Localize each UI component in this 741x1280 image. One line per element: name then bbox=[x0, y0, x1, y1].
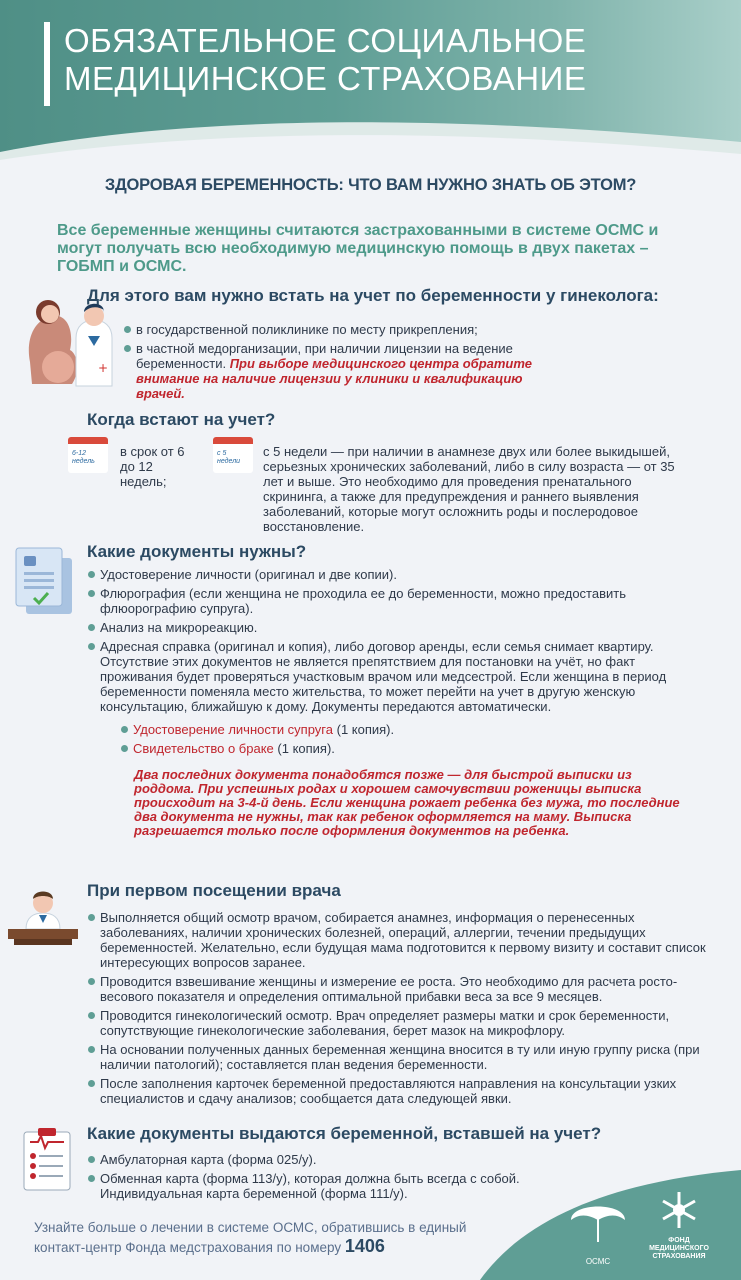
list-item: После заполнения карточек беременной предоставляются направления на консультации узких специалистов и сдачу анализов; сообщается дата следующей явки. bbox=[88, 1076, 718, 1106]
list-item: Обменная карта (форма 113/у), которая должна быть всегда с собой. Индивидуальная карта беременной (форма 111/у). bbox=[88, 1171, 548, 1201]
list-item: Амбулаторная карта (форма 025/у). bbox=[88, 1152, 548, 1167]
when-text-1: в срок от 6 до 12 недель; bbox=[120, 444, 185, 489]
calendar-icon: 6-12 недель bbox=[68, 437, 108, 473]
header-wave bbox=[0, 112, 741, 172]
list-item: Проводится гинекологический осмотр. Врач определяет размеры матки и срок беременности, сопутствующие гинекологические заболевания, берет мазок на микрофлору. bbox=[88, 1008, 718, 1038]
snowflake-icon bbox=[659, 1190, 699, 1230]
intro-text: Все беременные женщины считаются застрахованными в системе ОСМС и могут получать всю необходимую медицинскую помощь в двух пакетах – ГОБМП и ОСМС. bbox=[57, 222, 659, 275]
pregnant-woman-doctor-icon bbox=[18, 292, 118, 394]
list-item: Флюрография (если женщина не проходила ее до беременности, можно предоставить флюорографию супруга). bbox=[88, 586, 708, 616]
list-item: Адресная справка (оригинал и копия), либо договор аренды, если семья снимает квартиру. Отсутствие этих документов не является препятствием для постановки на учёт, но факт проживания будет проверяться участковым врачом или медсестрой. Если женщина в период беременности поменяла место жительства, то может перейти на учет в другую женскую консультацию, ближайшую к дому. Документы передаются автоматически. bbox=[88, 639, 708, 714]
documents-icon bbox=[12, 546, 76, 616]
medical-form-icon bbox=[22, 1126, 72, 1192]
issued-heading: Какие документы выдаются беременной, вставшей на учет? bbox=[87, 1124, 602, 1143]
list-item: Удостоверение личности супруга (1 копия). bbox=[121, 722, 521, 737]
page-subtitle: ЗДОРОВАЯ БЕРЕМЕННОСТЬ: ЧТО ВАМ НУЖНО ЗНАТЬ ОБ ЭТОМ? bbox=[104, 176, 637, 194]
documents-note: Два последних документа понадобятся позже — для быстрой выписки из роддома. При успешных родах и хорошем самочувствии роженицы выписка происходит на 3-4-й день. Если женщина рожает ребенка без мужа, то последние два документа не нужны, так как ребенок оформляется на маму. Выписка разрешается только после оформления документов на ребенка. bbox=[134, 767, 680, 838]
list-item: в частной медорганизации, при наличии лицензии на ведение беременности. При выборе медицинского центра обратите внимание на наличие лицензии у клиники и квалификацию врачей. bbox=[124, 341, 544, 401]
list-item: в государственной поликлинике по месту прикрепления; bbox=[124, 322, 544, 337]
list-item: Анализ на микрореакцию. bbox=[88, 620, 708, 635]
list-item: Свидетельство о браке (1 копия). bbox=[121, 741, 521, 756]
list-item: Выполняется общий осмотр врачом, собирается анамнез, информация о перенесенных заболеваниях, наличии хронических болезней, операций, аллергии, течении предыдущих беременностей. Желательно, если будущая мама подготовится к первому визиту и составит список интересующих вопросов заранее. bbox=[88, 910, 718, 970]
fund-logo: ФОНД МЕДИЦИНСКОГО СТРАХОВАНИЯ bbox=[640, 1190, 718, 1270]
registration-note: При выборе медицинского центра обратите внимание на наличие лицензии у клиники и квалификацию врачей. bbox=[136, 356, 532, 401]
documents-heading: Какие документы нужны? bbox=[87, 542, 307, 561]
contact-number: 1406 bbox=[344, 1236, 385, 1256]
svg-text:+: + bbox=[98, 361, 109, 375]
footer-text: Узнайте больше о лечении в системе ОСМС, обратившись в единый контакт-центр Фонда медстрахования по номеру 1406 bbox=[34, 1220, 467, 1256]
doctor-icon bbox=[8, 885, 78, 945]
header-accent-bar bbox=[44, 22, 50, 106]
list-item: На основании полученных данных беременная женщина вносится в ту или иную группу риска (при наличии патологий); составляется план ведения беременности. bbox=[88, 1042, 718, 1072]
first-visit-heading: При первом посещении врача bbox=[87, 881, 341, 900]
documents-extra-list bbox=[121, 722, 521, 760]
registration-heading: Для этого вам нужно встать на учет по беременности у гинеколога: bbox=[87, 286, 659, 305]
first-visit-list bbox=[88, 910, 718, 1110]
list-item: Проводится взвешивание женщины и измерение ее роста. Это необходимо для расчета росто-весового показателя и определения оптимальной прибавки веса за все 9 месяцев. bbox=[88, 974, 718, 1004]
calendar-icon: с 5 недели bbox=[213, 437, 253, 473]
when-text-2: с 5 недели — при наличии в анамнезе двух или более выкидышей, серьезных хронических заболеваний, либо в силу возраста — от 35 лет и выше. Это необходимо для проведения пренатального скрининга, а также для предупреждения и раннего выявления заболеваний, которые могут осложнить роды и послеродовое восстановление. bbox=[263, 444, 675, 534]
page-header bbox=[0, 0, 741, 170]
page-title: ОБЯЗАТЕЛЬНОЕ СОЦИАЛЬНОЕ МЕДИЦИНСКОЕ СТРАХОВАНИЕ bbox=[64, 22, 587, 97]
documents-list bbox=[88, 567, 708, 718]
when-heading: Когда встают на учет? bbox=[87, 410, 276, 429]
osms-logo: ОСМС bbox=[565, 1190, 631, 1270]
umbrella-icon bbox=[565, 1190, 631, 1252]
list-item: Удостоверение личности (оригинал и две копии). bbox=[88, 567, 708, 582]
registration-list bbox=[124, 322, 544, 405]
